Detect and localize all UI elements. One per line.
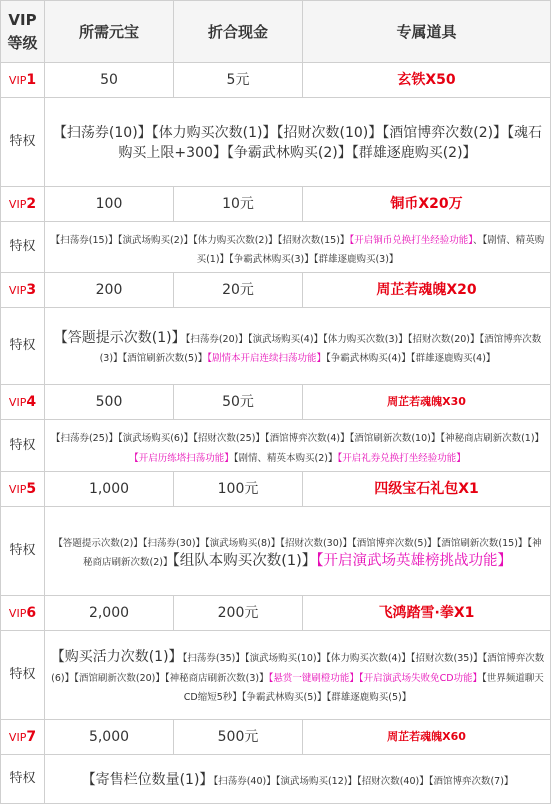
ingot-cell: 5,000 (45, 720, 174, 755)
header-prop: 专属道具 (303, 1, 551, 63)
vip-level-row (1, 385, 551, 420)
vip-prefix: VIP (8, 197, 27, 211)
privilege-highlight: 【剧情本开启连续扫荡功能】 (207, 353, 326, 365)
vip-level-row (1, 187, 551, 222)
vip-level-cell (1, 596, 45, 631)
privilege-item: 【购买活力次数(1)】 (50, 648, 183, 665)
ingot-cell: 200 (45, 273, 174, 308)
privilege-row (1, 631, 551, 720)
privilege-highlight: 【悬赏一键刷橙功能】【开启演武场失败免CD功能】 (268, 672, 483, 684)
privilege-content (45, 631, 551, 720)
privilege-item: 【魂石购买上限+300】【争霸武林购买(2)】【群雄逐鹿购买(2)】 (118, 125, 543, 161)
exclusive-prop-cell: 飞鸿踏雪·拳X1 (303, 596, 551, 631)
exclusive-prop-cell: 周芷若魂魄X20 (303, 273, 551, 308)
privilege-content (45, 507, 551, 596)
vip-prefix: VIP (8, 73, 27, 87)
vip-number: 3 (26, 281, 37, 298)
cash-cell: 500元 (174, 720, 303, 755)
privilege-item: 【组队本购买次数(1)】 (172, 553, 317, 570)
privilege-row (1, 755, 551, 804)
vip-prefix: VIP (8, 395, 27, 409)
privilege-item: 【扫荡券(15)】【演武场购买(2)】【体力购买次数(2)】【招财次数(15)】 (50, 234, 350, 246)
vip-level-row (1, 720, 551, 755)
ingot-cell: 1,000 (45, 472, 174, 507)
ingot-cell: 2,000 (45, 596, 174, 631)
vip-level-cell (1, 720, 45, 755)
privilege-row (1, 98, 551, 187)
privilege-item: 【扫荡券(35)】【演武场购买(10)】【体力购买次数(4)】【招财次数(35)】【酒馆博弈次数(6)】【酒馆刷新次数(20)】【神秘商店刷新次数(3)】 (51, 652, 545, 684)
privilege-highlight: 【开启历练塔扫荡功能】 (129, 452, 234, 464)
privilege-highlight: 【开启礼券兑换打坐经验功能】 (337, 452, 466, 464)
privilege-label: 特权 (1, 222, 45, 273)
cash-cell: 10元 (174, 187, 303, 222)
privilege-item: 【世界频道聊天CD缩短5秒】【争霸武林购买(5)】【群雄逐鹿购买(5)】 (183, 672, 544, 703)
cash-cell: 5元 (174, 63, 303, 98)
privilege-label: 特权 (1, 308, 45, 385)
table-header-row (1, 1, 551, 63)
vip-level-cell (1, 472, 45, 507)
vip-level-row (1, 273, 551, 308)
exclusive-prop-cell: 玄铁X50 (303, 63, 551, 98)
privilege-item: 【扫荡券(25)】【演武场购买(6)】【招财次数(25)】【酒馆博弈次数(4)】【酒馆刷新次数(10)】【神秘商店刷新次数(1)】 (50, 433, 545, 445)
privilege-item: 【争霸武林购买(4)】【群雄逐鹿购买(4)】 (326, 353, 496, 365)
vip-number: 2 (26, 195, 37, 212)
privilege-row (1, 420, 551, 472)
privilege-label: 特权 (1, 420, 45, 472)
privilege-content (45, 222, 551, 273)
exclusive-prop-cell: 四级宝石礼包X1 (303, 472, 551, 507)
privilege-item: 【答题提示次数(2)】【扫荡券(30)】【演武场购买(8)】【招财次数(30)】【酒馆博弈次数(5)】【酒馆刷新次数(15)】【神秘商店刷新次数(2)】 (53, 538, 542, 569)
vip-prefix: VIP (8, 283, 27, 297)
privilege-highlight: 【开启演武场英雄榜挑战功能】 (316, 553, 512, 570)
privilege-item: 【剧情、精英本购买(2)】 (233, 452, 338, 464)
privilege-row (1, 308, 551, 385)
vip-prefix: VIP (8, 606, 27, 620)
privilege-item: 【答题提示次数(1)】 (53, 329, 186, 346)
header-cash: 折合现金 (174, 1, 303, 63)
header-vip-level (1, 1, 45, 63)
vip-number: 1 (26, 71, 37, 88)
privilege-label: 特权 (1, 507, 45, 596)
privilege-content (45, 420, 551, 472)
privilege-row (1, 507, 551, 596)
privilege-item: 、【剧情、精英购买(1)】【争霸武林购买(3)】【群雄逐鹿购买(3)】 (196, 234, 545, 265)
vip-number: 6 (26, 604, 37, 621)
vip-level-row (1, 596, 551, 631)
cash-cell: 200元 (174, 596, 303, 631)
cash-cell: 50元 (174, 385, 303, 420)
cash-cell: 100元 (174, 472, 303, 507)
ingot-cell: 500 (45, 385, 174, 420)
vip-number: 4 (26, 393, 37, 410)
privilege-content (45, 98, 551, 187)
privilege-content (45, 755, 551, 804)
privilege-row (1, 222, 551, 273)
header-vip-line2: 等级 (7, 33, 38, 52)
vip-level-cell (1, 273, 45, 308)
vip-number: 7 (26, 728, 37, 745)
privilege-label: 特权 (1, 98, 45, 187)
vip-level-row (1, 63, 551, 98)
privilege-item: 【扫荡券(40)】【演武场购买(12)】【招财次数(40)】【酒馆博弈次数(7)】 (213, 776, 514, 788)
vip-level-cell (1, 385, 45, 420)
exclusive-prop-cell: 铜币X20万 (303, 187, 551, 222)
privilege-label: 特权 (1, 755, 45, 804)
exclusive-prop-cell: 周芷若魂魄X60 (303, 720, 551, 755)
header-ingot: 所需元宝 (45, 1, 174, 63)
privilege-label: 特权 (1, 631, 45, 720)
exclusive-prop-cell: 周芷若魂魄X30 (303, 385, 551, 420)
vip-level-cell (1, 63, 45, 98)
cash-cell: 20元 (174, 273, 303, 308)
vip-level-cell (1, 187, 45, 222)
privilege-item: 【扫荡券(20)】【演武场购买(4)】【体力购买次数(3)】【招财次数(20)】【酒馆博弈次数(3)】【酒馆刷新次数(5)】 (99, 333, 542, 365)
table-body (1, 63, 551, 804)
privilege-content (45, 308, 551, 385)
privilege-item: 【扫荡券(10)】【体力购买次数(1)】【招财次数(10)】【酒馆博弈次数(2)】 (52, 125, 508, 142)
privilege-highlight: 【开启铜币兑换打坐经验功能】 (349, 234, 473, 246)
vip-prefix: VIP (8, 482, 27, 496)
ingot-cell: 50 (45, 63, 174, 98)
vip-level-row (1, 472, 551, 507)
header-vip-line1: VIP (8, 11, 37, 29)
vip-prefix: VIP (8, 730, 27, 744)
ingot-cell: 100 (45, 187, 174, 222)
privilege-item: 【寄售栏位数量(1)】 (81, 772, 214, 789)
vip-number: 5 (26, 480, 37, 497)
